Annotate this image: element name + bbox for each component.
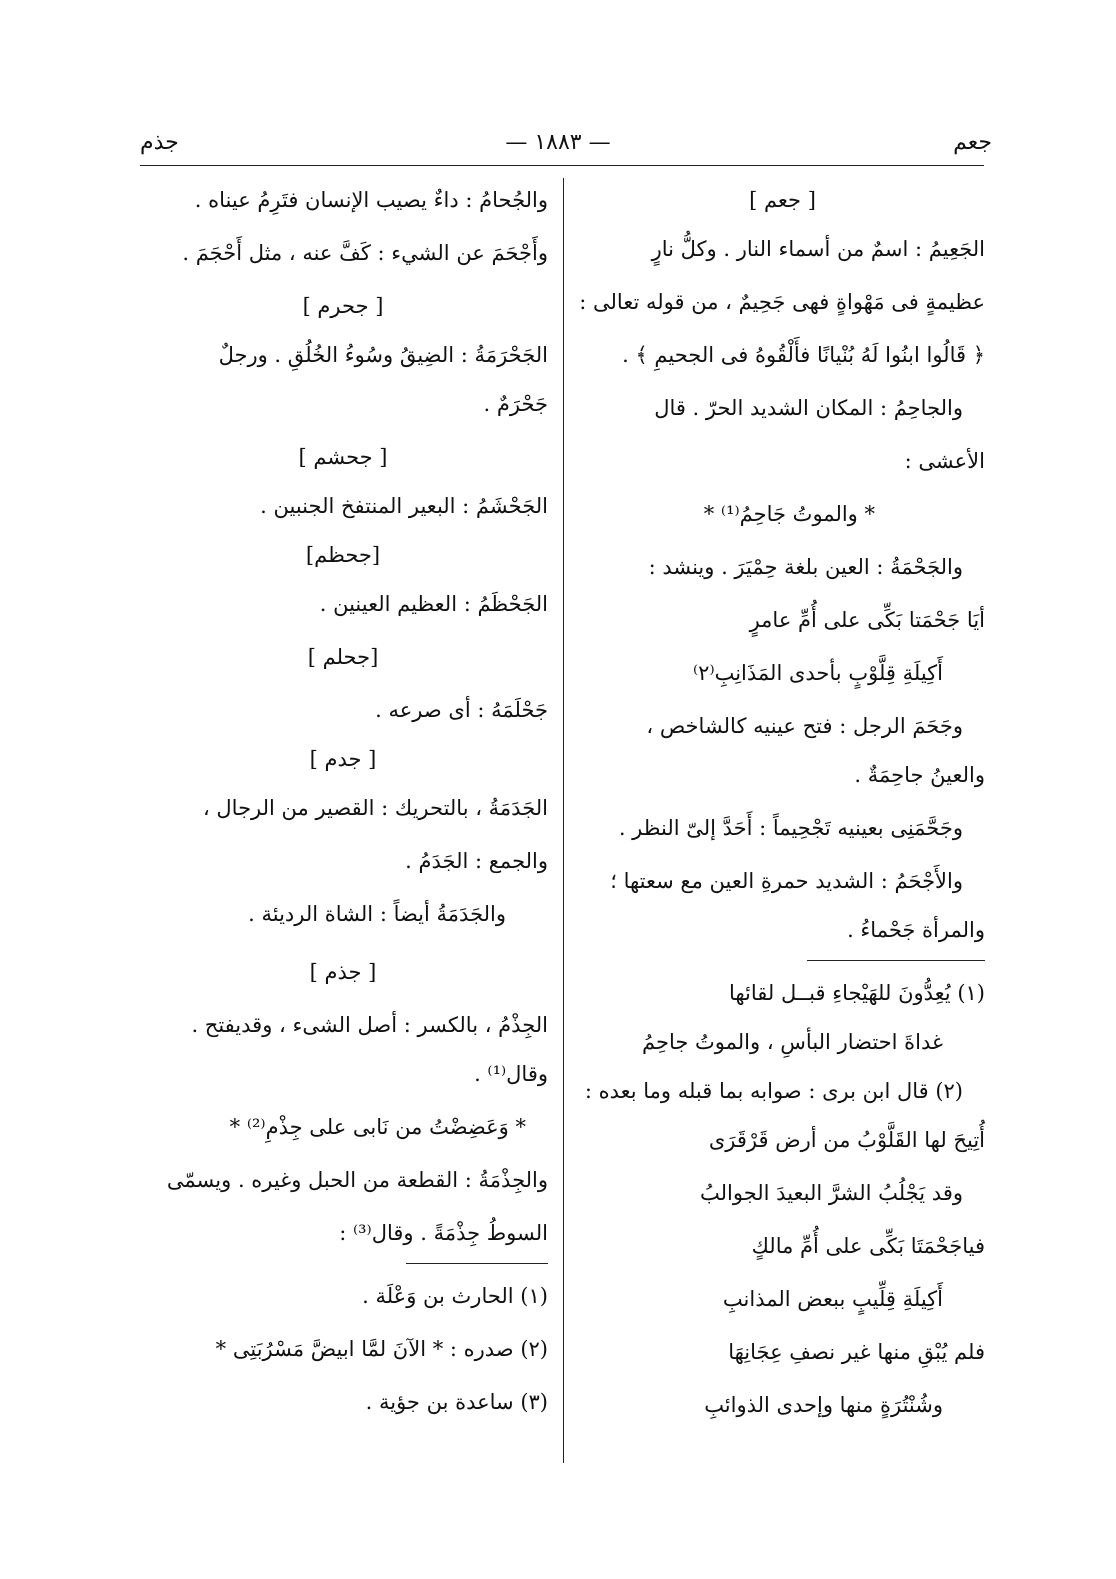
text-line: وأَجْحَمَ عن الشيء : كَفَّ عنه ، مثل أَحْجَمَ . xyxy=(182,241,548,265)
page-number: — ١٨٨٣ — xyxy=(505,130,611,155)
footnote-line: (١) الحارث بن وَعْلَة . xyxy=(362,1284,548,1308)
text-line: ﴿ قَالُوا ابنُوا لَهُ بُنْيانًا فأَلْقُوهُ فى الجحيمِ ﴾ . xyxy=(622,343,985,367)
footnote-line: (٢) صدره : * الآنَ لمَّا ابيضَّ مَسْرُبَتِى * xyxy=(215,1337,548,1361)
text-line: عظيمةٍ فى مَهْواةٍ فهى جَحِيمٌ ، من قوله تعالى : xyxy=(579,290,985,314)
entry-heading: [ جعم ] xyxy=(749,188,816,212)
text-line: الجِذْمُ ، بالكسر : أصل الشىء ، وقديفتح . xyxy=(191,1013,548,1037)
text-line: الجَحْظَمُ : العظيم العينين . xyxy=(319,592,548,616)
text-line: والجَدَمَةُ أيضاً : الشاة الرديئة . xyxy=(248,902,506,926)
footnote-line: فلم يُبْقِ منها غير نصفِ عِجَانِهَا xyxy=(728,1340,985,1364)
text-line: وقال⁽¹⁾ . xyxy=(474,1062,548,1086)
text-line: وجَحَّمَنِى بعينيه تَجْحِيماً : أَحَدَّ إلىّ النظر . xyxy=(618,816,963,840)
entry-heading: [جحظم] xyxy=(305,543,381,567)
text-line: والجُحامُ : داءٌ يصيب الإنسان فتَرِمُ عيناه . xyxy=(194,188,548,212)
header-right-entry: جعم xyxy=(953,130,992,155)
text-line: والمرأة جَحْماءُ . xyxy=(847,918,985,942)
verse-line: أيَا جَحْمَتا بَكِّى على أُمِّ عامرٍ xyxy=(749,608,985,632)
footnote-line: وقد يَجْلُبُ الشرَّ البعيدَ الجوالبُ xyxy=(700,1181,963,1205)
text-line: وجَحَمَ الرجل : فتح عينيه كالشاخص ، xyxy=(646,714,963,738)
footnote-line: (٣) ساعدة بن جؤية . xyxy=(365,1390,548,1414)
entry-heading: [ جذم ] xyxy=(309,960,377,984)
verse-line: * والموتُ جَاحِمُ⁽¹⁾ * xyxy=(703,502,875,526)
text-line: الجَدَمَةُ ، بالتحريك : القصير من الرجال ، xyxy=(202,796,548,820)
text-line: الأعشى : xyxy=(904,449,985,473)
text-line: جَحْلَمَهُ : أى صرعه . xyxy=(375,698,548,722)
verse-line: * وَعَضِضْتُ من نَابى على جِذْمِ⁽²⁾ * xyxy=(229,1115,526,1139)
footnote-line: غداةَ احتضار البأسِ ، والموتُ جاحِمُ xyxy=(642,1030,943,1054)
header-left-entry: جذم xyxy=(140,130,179,155)
text-line: والجَحْمَةُ : العين بلغة حِمْيَرَ . وينشد : xyxy=(648,555,963,579)
footnote-line: أَكِيلَةِ قِلِّيبٍ ببعض المذانبِ xyxy=(722,1287,943,1311)
entry-heading: [ جحرم ] xyxy=(302,294,384,318)
footnote-line: (٢) قال ابن برى : صوابه بما قبله وما بعده : xyxy=(584,1079,963,1103)
footnote-rule xyxy=(406,1263,548,1264)
entry-heading: [ جحشم ] xyxy=(298,445,388,469)
text-line: والأَجْحَمُ : الشديد حمرةِ العين مع سعتها ؛ xyxy=(610,869,963,893)
footnote-line: أُتِيحَ لها القَلَّوْبُ من أرض قَرْقَرَى xyxy=(708,1128,985,1152)
right-column xyxy=(580,186,985,1419)
text-line: جَحْرَمٌ . xyxy=(483,392,548,416)
text-line: والجاحِمُ : المكان الشديد الحرّ . قال xyxy=(654,396,963,420)
entry-heading: [جحلم ] xyxy=(307,645,379,669)
footnote-rule xyxy=(807,960,985,961)
footnote-line: وشُنْتُرَةٍ منها وإحدى الذوائبِ xyxy=(704,1393,943,1417)
column-divider xyxy=(563,178,564,1463)
footnote-line: (١) يُعِدُّونَ للهَيْجاءِ قبــل لقائها xyxy=(728,981,985,1005)
verse-line: أَكِيلَةِ قِلَّوْبٍ بأحدى المَذَانِبِ⁽٢⁾ xyxy=(692,661,943,685)
text-line: والجمع : الجَدَمُ . xyxy=(405,849,548,873)
text-line: الجَحْرَمَةُ : الضِيقُ وسُوءُ الخُلُقِ . ورجلٌ xyxy=(218,343,548,367)
text-line: والجِذْمَةُ : القطعة من الحبل وغيره . ويسمّى xyxy=(166,1168,548,1192)
text-line: الجَحْشَمُ : البعير المنتفخ الجنبين . xyxy=(260,494,548,518)
text-line: الجَعِيمُ : اسمٌ من أسماء النار . وكلُّ نارٍ xyxy=(651,237,985,261)
footnote-line: فياجَحْمَتَا بَكِّى على أُمِّ مالكٍ xyxy=(751,1234,985,1258)
header-rule xyxy=(140,165,984,166)
text-line: السوطُ جِذْمَةً . وقال⁽³⁾ : xyxy=(339,1221,548,1245)
entry-heading: [ جدم ] xyxy=(309,747,377,771)
left-column xyxy=(138,186,548,1416)
text-line: والعينُ جاحِمَةٌ . xyxy=(854,763,985,787)
